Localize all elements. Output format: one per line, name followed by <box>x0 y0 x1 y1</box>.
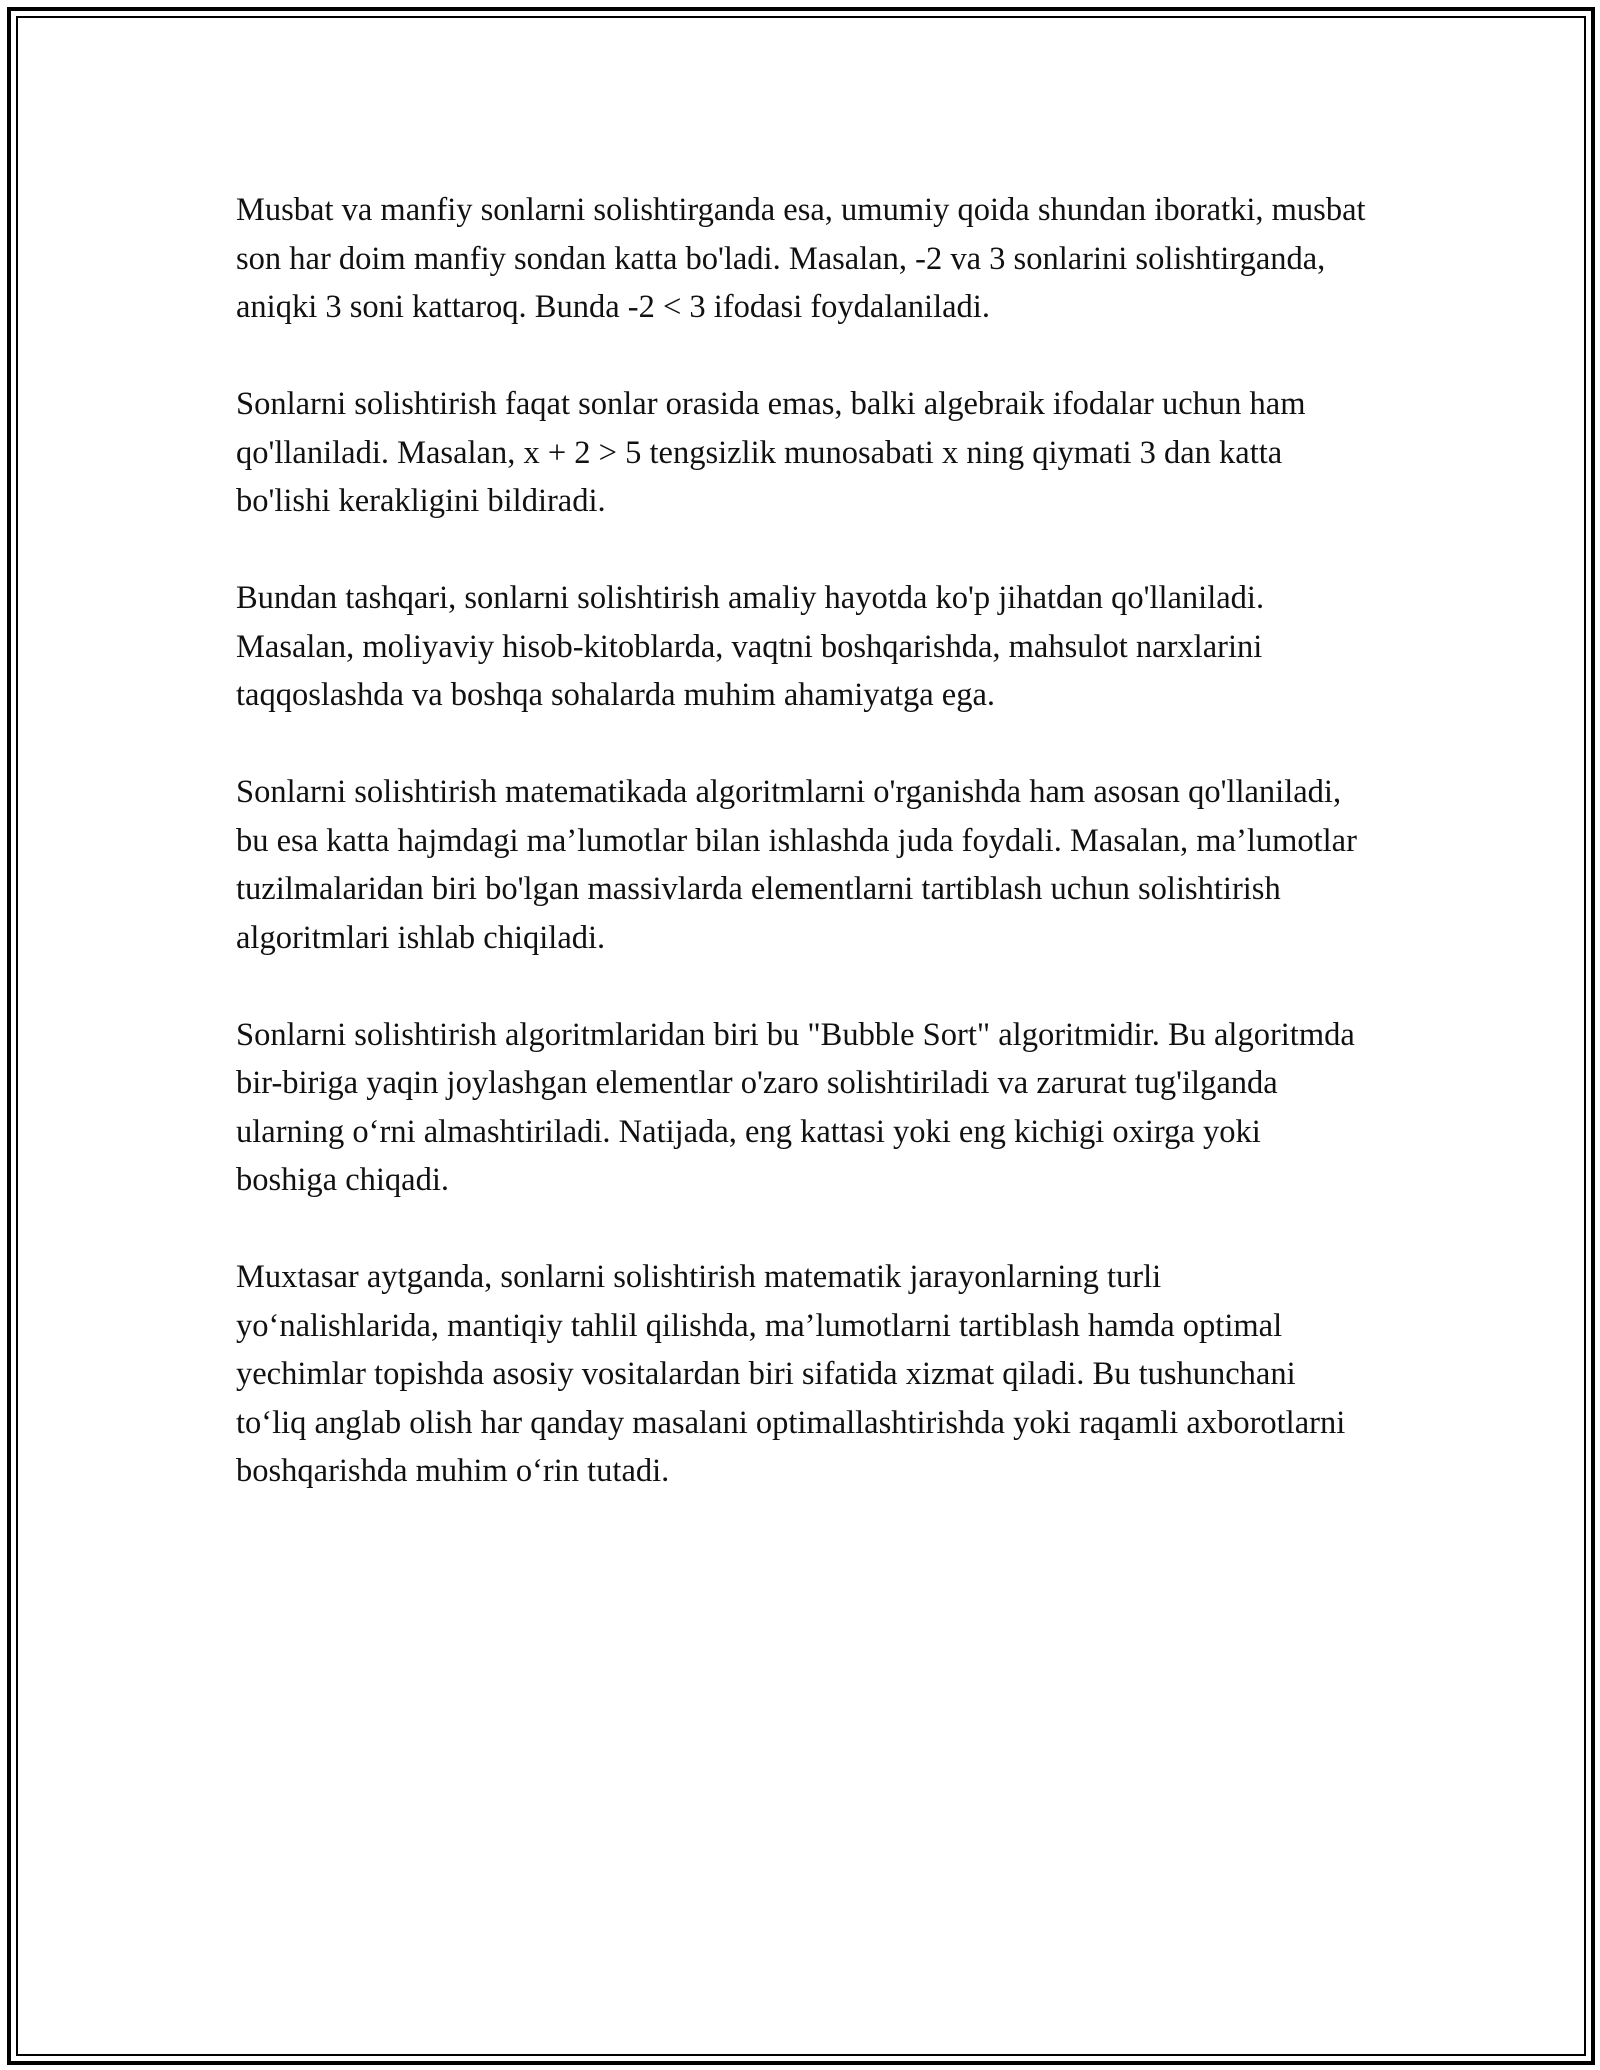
paragraph-algorithms: Sonlarni solishtirish matematikada algoritmlarni o'rganishda ham asosan qo'llaniladi, bu esa katta hajmdagi ma’lumotlar bilan ishlashda juda foydali. Masalan, ma’lumotlar tuzilmalaridan biri bo'lgan massivlarda elementlarni tartiblash uchun solishtirish algoritmlari ishlab chiqiladi. <box>236 774 1357 956</box>
paragraph-algebraic-expressions: Sonlarni solishtirish faqat sonlar orasida emas, balki algebraik ifodalar uchun ham qo'llaniladi. Masalan, x + 2 > 5 tengsizlik munosabati x ning qiymati 3 dan katta bo'lishi kerakligini bildiradi. <box>236 386 1306 519</box>
paragraph-practical-use: Bundan tashqari, sonlarni solishtirish amaliy hayotda ko'p jihatdan qo'llaniladi. Masalan, moliyaviy hisob-kitoblarda, vaqtni boshqarishda, mahsulot narxlarini taqqoslashda va boshqa sohalarda muhim ahamiyatga ega. <box>236 580 1265 713</box>
paragraph-summary: Muxtasar aytganda, sonlarni solishtirish matematik jarayonlarning turli yo‘nalishlarida, mantiqiy tahlil qilishda, ma’lumotlarni tartiblash hamda optimal yechimlar topishda asosiy vositalardan biri sifatida xizmat qiladi. Bu tushunchani to‘liq anglab olish har qanday masalani optimallashtirishda yoki raqamli axborotlarni boshqarishda muhim o‘rin tutadi. <box>236 1259 1346 1489</box>
document-body <box>236 186 1366 1544</box>
paragraph-positive-negative: Musbat va manfiy sonlarni solishtirganda esa, umumiy qoida shundan iboratki, musbat son har doim manfiy sondan katta bo'ladi. Masalan, -2 va 3 sonlarini solishtirganda, aniqki 3 soni kattaroq. Bunda -2 < 3 ifodasi foydalaniladi. <box>236 192 1366 325</box>
paragraph-bubble-sort: Sonlarni solishtirish algoritmlaridan biri bu "Bubble Sort" algoritmidir. Bu algoritmda bir-biriga yaqin joylashgan elementlar o'zaro solishtiriladi va zarurat tug'ilganda ularning o‘rni almashtiriladi. Natijada, eng kattasi yoki eng kichigi oxirga yoki boshiga chiqadi. <box>236 1016 1355 1198</box>
